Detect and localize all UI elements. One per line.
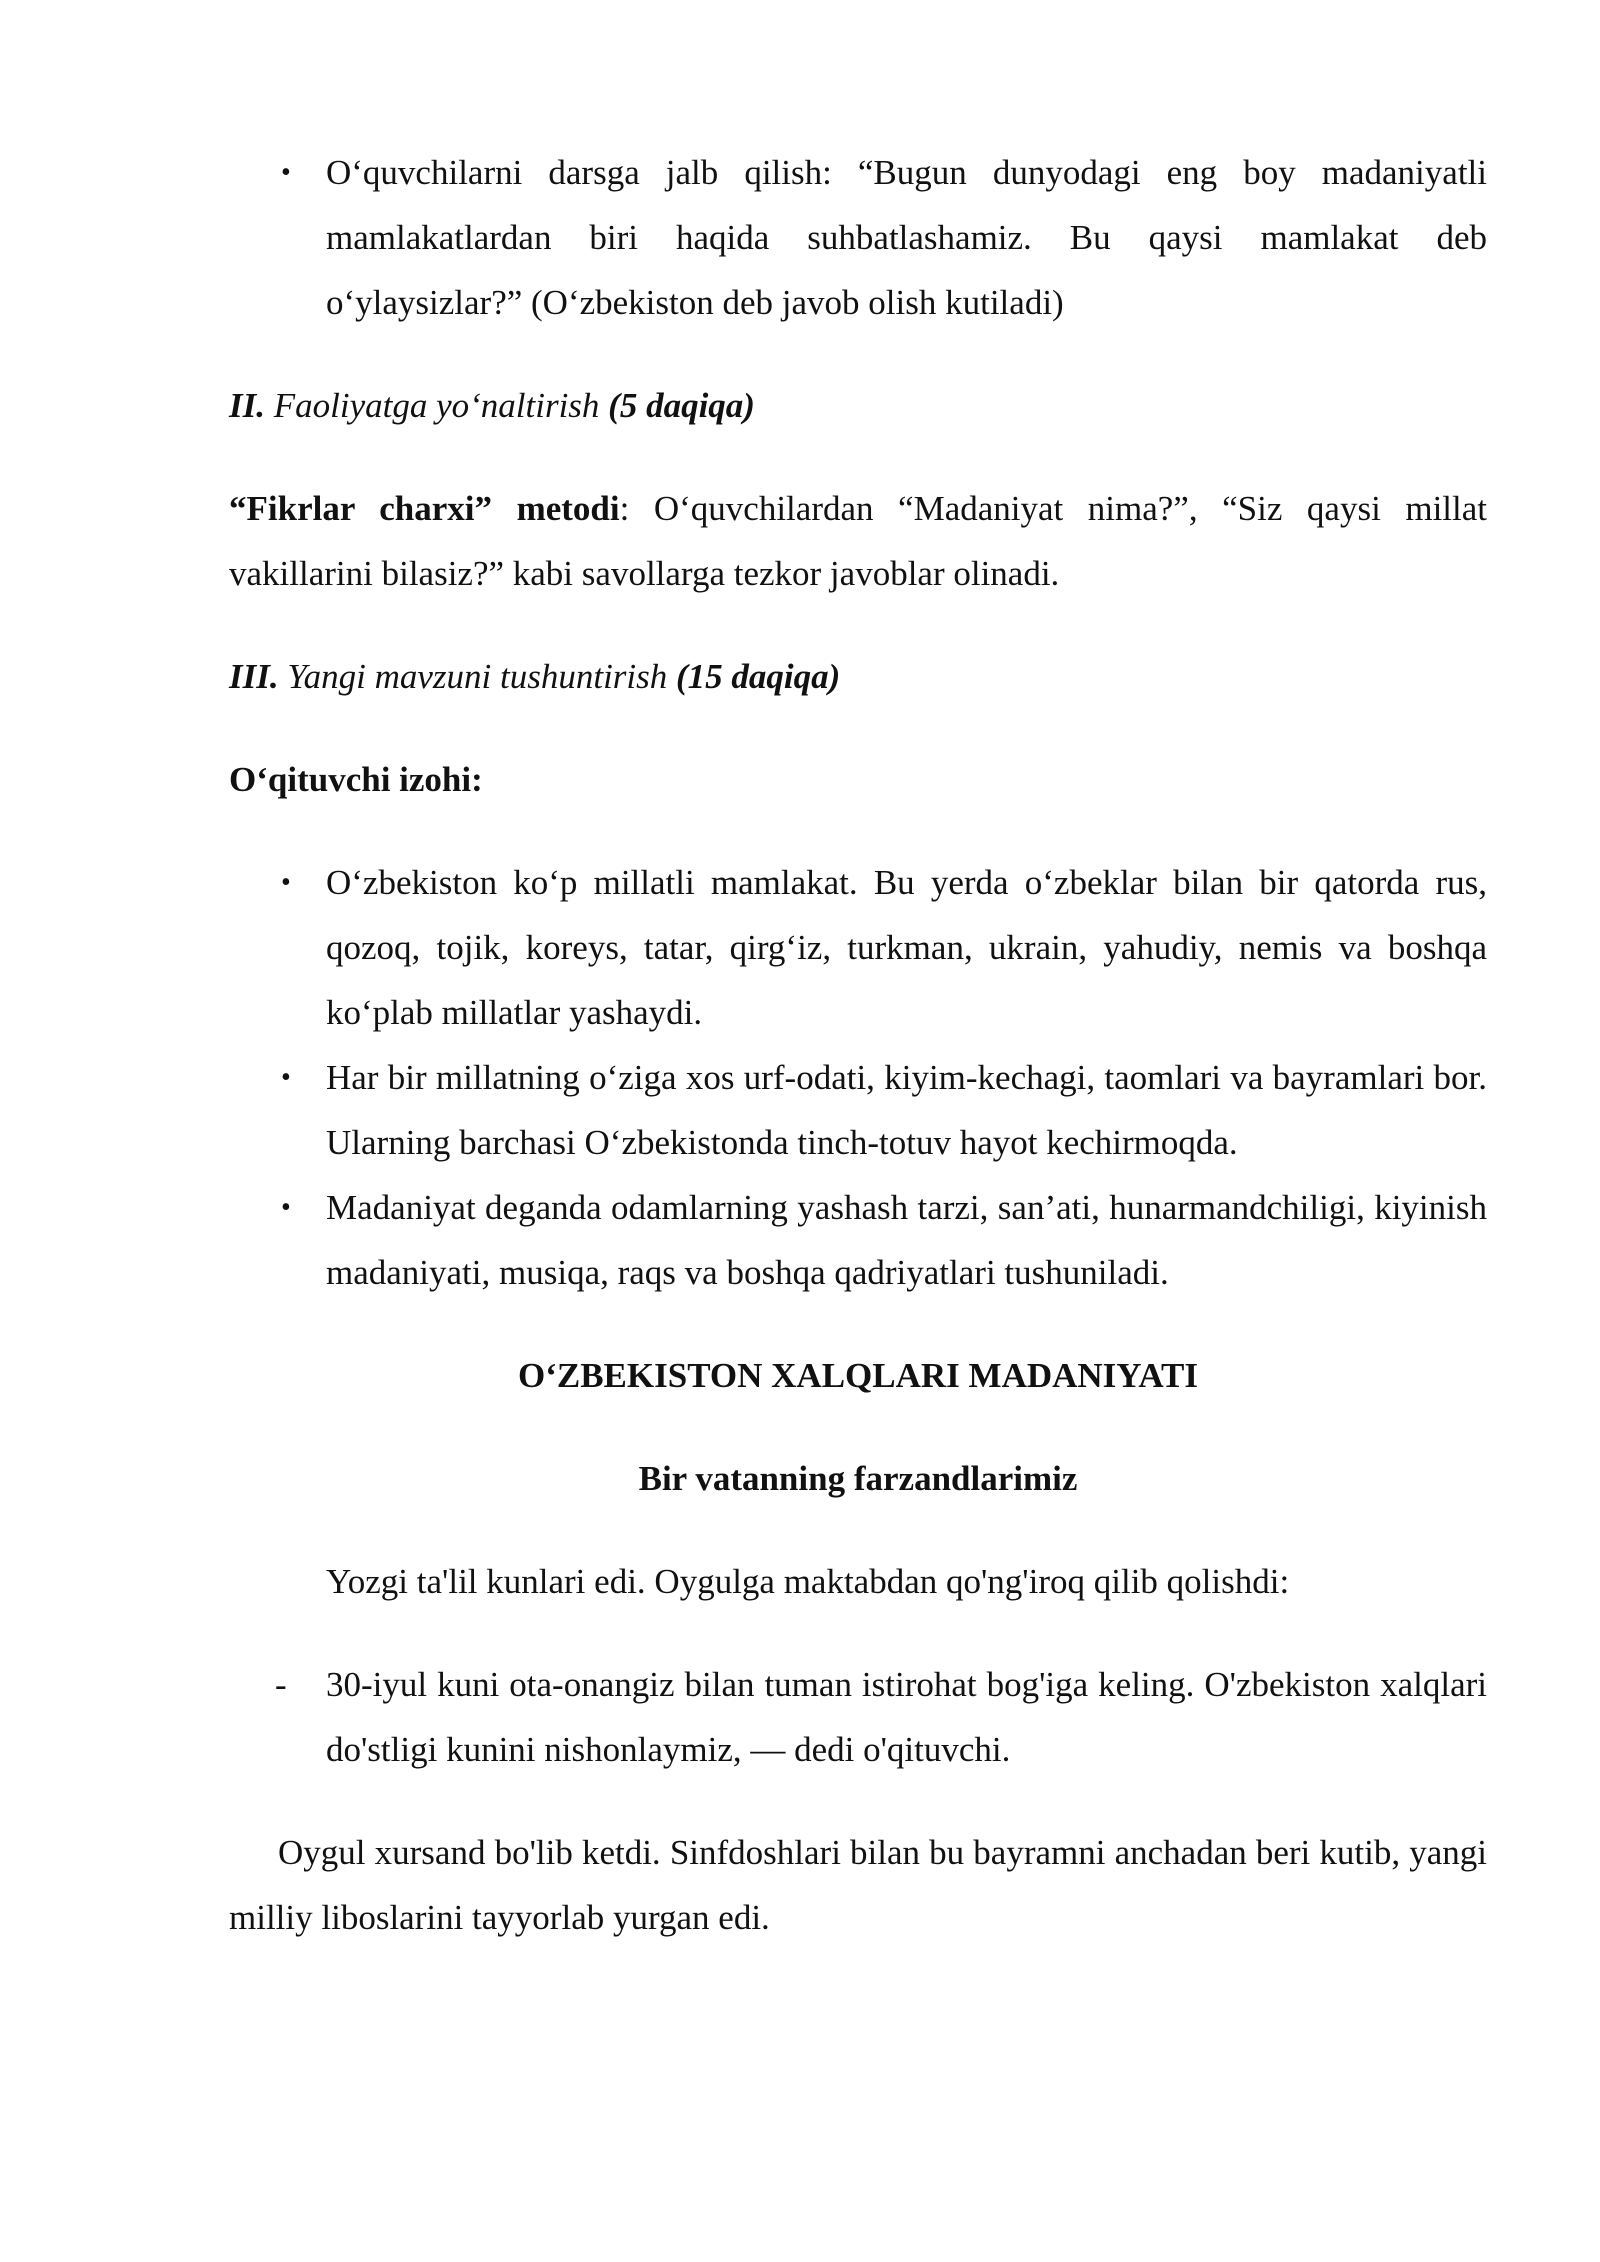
dialogue-line bbox=[229, 1652, 1487, 1782]
note-bullet-list bbox=[229, 850, 1487, 1305]
story-paragraph: Yozgi ta'lil kunlari edi. Oygulga maktabdan qo'ng'iroq qilib qolishdi: bbox=[326, 1562, 1290, 1601]
dialogue-list bbox=[229, 1652, 1487, 1782]
section-title: Yangi mavzuni tushuntirish bbox=[278, 657, 677, 696]
section-heading-3 bbox=[229, 644, 1487, 709]
teacher-note-label: O‘qituvchi izohi: bbox=[229, 760, 483, 799]
list-item bbox=[229, 1175, 1487, 1305]
section-title: Faoliyatga yo‘naltirish bbox=[265, 386, 609, 425]
section-duration: (5 daqiqa) bbox=[608, 386, 755, 425]
bullet-icon: • bbox=[281, 1062, 291, 1093]
list-item bbox=[229, 850, 1487, 1045]
list-item-text: O‘zbekiston ko‘p millatli mamlakat. Bu yerda o‘zbeklar bilan bir qatorda rus, qozoq, tojik, koreys, tatar, qirg‘iz, turkman, ukrain, yahudiy, nemis va boshqa ko‘plab millatlar yashaydi. bbox=[326, 863, 1487, 1032]
method-name: “Fikrlar charxi” metodi bbox=[229, 489, 620, 528]
dash-marker: - bbox=[275, 1665, 287, 1704]
list-item bbox=[229, 1045, 1487, 1175]
section-numeral: III. bbox=[229, 657, 279, 696]
story-heading: O‘ZBEKISTON XALQLARI MADANIYATI bbox=[517, 1356, 1199, 1395]
method-text: : O‘quvchilardan “Madaniyat nima?”, “Siz qaysi millat vakillarini bilasiz?” kabi savollarga tezkor javoblar olinadi. bbox=[229, 489, 1487, 593]
document-page bbox=[229, 140, 1487, 1950]
bullet-icon: • bbox=[281, 157, 291, 188]
section-heading-2 bbox=[229, 373, 1487, 438]
intro-bullet-list bbox=[229, 140, 1487, 335]
list-item-text: Madaniyat deganda odamlarning yashash tarzi, san’ati, hunarmandchiligi, kiyinish madaniyati, musiqa, raqs va boshqa qadriyatlari tushuniladi. bbox=[326, 1188, 1487, 1292]
story-subheading: Bir vatanning farzandlarimiz bbox=[638, 1459, 1078, 1498]
method-paragraph bbox=[229, 476, 1487, 606]
bullet-icon: • bbox=[281, 1192, 291, 1223]
dialogue-text: 30-iyul kuni ota-onangiz bilan tuman istirohat bog'iga keling. O'zbekiston xalqlari do'stligi kunini nishonlaymiz, — dedi o'qituvchi. bbox=[326, 1665, 1487, 1769]
list-item-text: Har bir millatning o‘ziga xos urf-odati, kiyim-kechagi, taomlari va bayramlari bor. Ularning barchasi O‘zbekistonda tinch-totuv hayot kechirmoqda. bbox=[326, 1058, 1487, 1162]
story-paragraph: Oygul xursand bo'lib ketdi. Sinfdoshlari bilan bu bayramni anchadan beri kutib, yangi milliy liboslarini tayyorlab yurgan edi. bbox=[229, 1833, 1487, 1937]
list-item-text: O‘quvchilarni darsga jalb qilish: “Bugun dunyodagi eng boy madaniyatli mamlakatlardan biri haqida suhbatlashamiz. Bu qaysi mamlakat deb o‘ylaysizlar?” (O‘zbekiston deb javob olish kutiladi) bbox=[326, 153, 1487, 322]
list-item bbox=[229, 140, 1487, 335]
section-numeral: II. bbox=[229, 386, 265, 425]
section-duration: (15 daqiqa) bbox=[676, 657, 841, 696]
bullet-icon: • bbox=[281, 867, 291, 898]
